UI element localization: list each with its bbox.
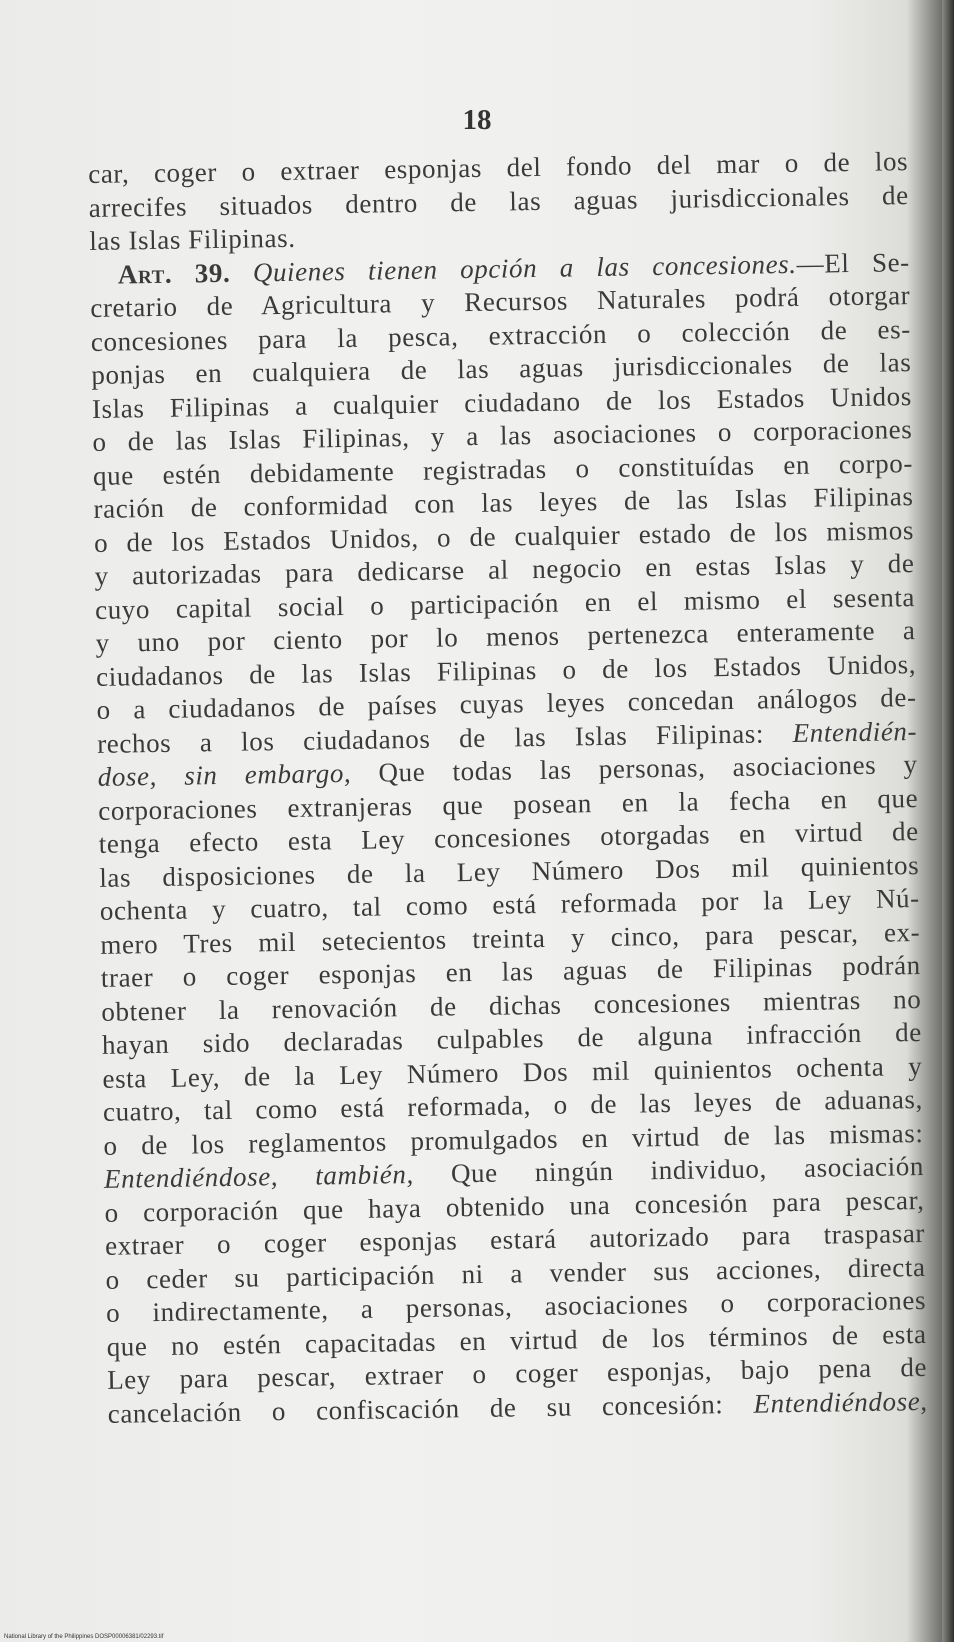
text-line: y autorizadas para dedicarse al negocio en estas Islas y de [94, 548, 915, 591]
text-line: arrecifes situados dentro de las aguas jurisdiccionales de [88, 179, 909, 223]
text-line: las disposiciones de la Ley Número Dos mil quinientos [99, 849, 920, 893]
text-line: y uno por ciento por lo menos pertenezca enteramente a [95, 615, 916, 658]
text-line: o indirectamente, a personas, asociaciones o corporaciones [105, 1284, 927, 1328]
text-line: ciudadanos de las Islas Filipinas o de los Estados Unidos, [95, 648, 917, 692]
page-edge-shadow [942, 0, 954, 1642]
text-fragment: Que todas las personas, asociaciones y [378, 749, 918, 788]
text-line: hayan sido declaradas culpables de alguna infracción de [101, 1017, 923, 1060]
text-line: las Islas Filipinas. [89, 222, 296, 256]
text-line: traer o coger esponjas en las aguas de Filipinas podrán [100, 950, 922, 993]
text-line: cuyo capital social o participación en el mismo el sesenta [94, 581, 916, 625]
text-line: esta Ley, de la Ley Número Dos mil quinientos ochenta y [102, 1050, 923, 1094]
text-fragment: rechos a los ciudadanos de las Islas Filipinas: [96, 717, 765, 759]
text-line: obtener la renovación de dichas concesiones mientras no [101, 983, 922, 1027]
text-line: o de los Estados Unidos, o de cualquier estado de los mismos [93, 514, 915, 558]
text-line: concesiones para la pesca, extracción o colección de es- [90, 313, 912, 357]
italic-fragment: dose, sin embargo, [97, 757, 352, 792]
text-line: o de los reglamentos promulgados en virtud de las mismas: [103, 1117, 924, 1161]
article-title: Quienes tienen opción a las concesiones. [252, 248, 797, 287]
text-fragment: Que ningún individuo, asociación [450, 1150, 925, 1189]
text-fragment: —El Se- [796, 246, 910, 279]
text-line: corporaciones extranjeras que posean en la fecha en que [98, 782, 919, 826]
text-line: mero Tres mil setecientos treinta y cinco, para pescar, ex- [100, 916, 921, 960]
document-body [88, 145, 928, 1431]
article-number: Art. 39. [117, 257, 231, 290]
text-line: o a ciudadanos de países cuyas leyes concedan análogos de- [96, 682, 917, 725]
text-line: cuatro, tal como está reformada, o de las leyes de aduanas, [102, 1084, 924, 1127]
text-line: tenga efecto esta Ley concesiones otorgadas en virtud de [98, 816, 919, 859]
text-line: extraer o coger esponjas estará autorizado para traspasar [104, 1217, 926, 1261]
text-line: o corporación que haya obtenido una concesión para pescar, [104, 1184, 925, 1228]
text-line: car, coger o extraer esponjas del fondo del mar o de los [88, 146, 909, 189]
text-fragment: cancelación o confiscación de su concesión: [107, 1388, 724, 1429]
text-line: que no estén capacitadas en virtud de los términos de esta [106, 1318, 927, 1362]
scan-footer: National Library of the Philippines DOSP00006381/02293.tif [4, 1634, 164, 1640]
text-line: Ley para pescar, extraer o coger esponjas, bajo pena de [106, 1351, 928, 1395]
italic-fragment: Entendiéndose, [753, 1385, 928, 1419]
text-line: ponjas en cualquiera de las aguas jurisdiccionales de las [91, 347, 912, 390]
text-line: Islas Filipinas a cualquier ciudadano de los Estados Unidos [91, 380, 913, 424]
text-line: o ceder su participación ni a vender sus acciones, directa [105, 1251, 926, 1295]
text-line: ochenta y cuatro, tal como está reformada por la Ley Nú- [99, 883, 920, 926]
text-line: o de las Islas Filipinas, y a las asociaciones o corporaciones [92, 414, 913, 457]
italic-fragment: Entendiéndose, también, [103, 1159, 415, 1194]
page-number: 18 [462, 104, 492, 136]
text-line: que estén debidamente registradas o constituídas en corpo- [92, 447, 914, 491]
text-line: cretario de Agricultura y Recursos Naturales podrá otorgar [90, 280, 911, 323]
text-line: ración de conformidad con las leyes de las Islas Filipinas [93, 481, 914, 524]
italic-fragment: Entendién- [792, 715, 918, 748]
